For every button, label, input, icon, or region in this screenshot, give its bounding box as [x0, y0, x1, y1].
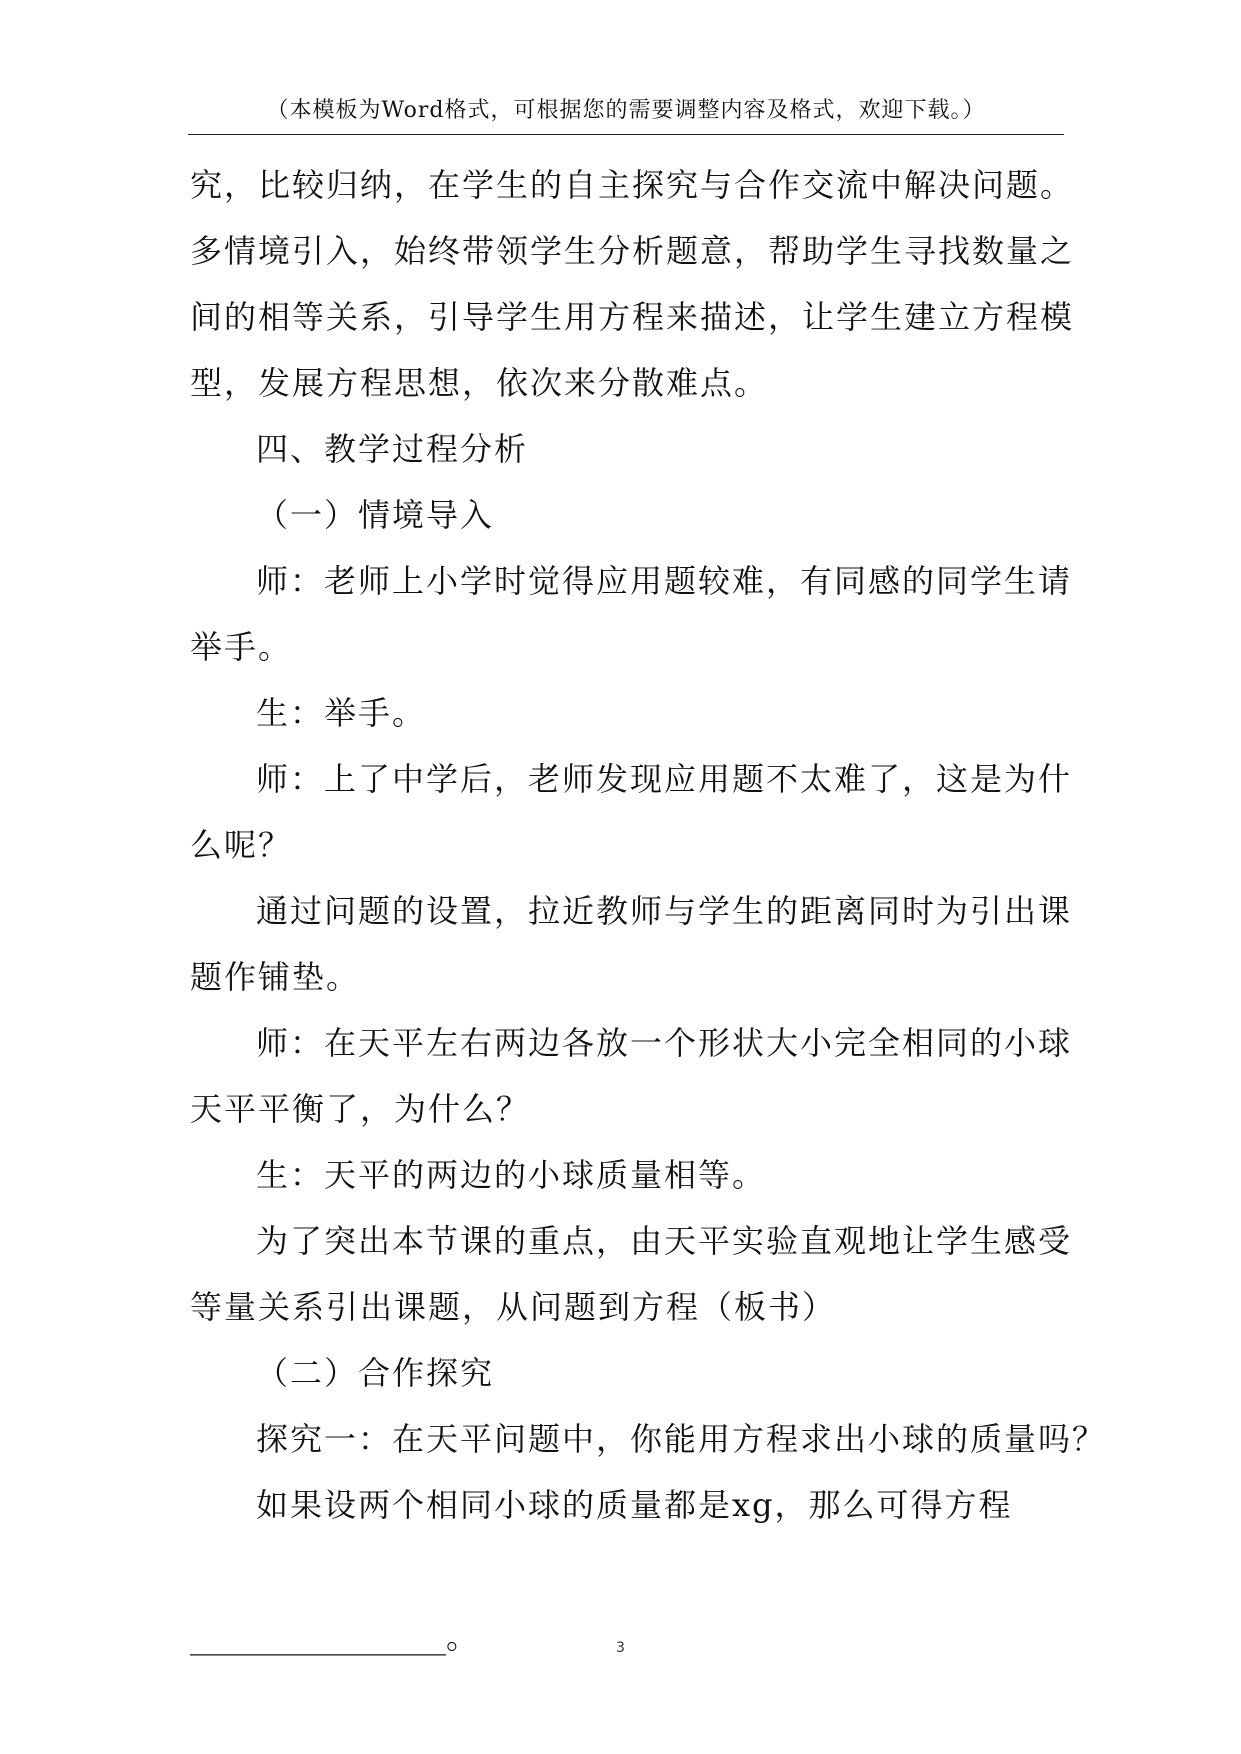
paragraph-line: 间的相等关系，引导学生用方程来描述，让学生建立方程模 [190, 298, 1075, 336]
paragraph-line: 生：天平的两边的小球质量相等。 [256, 1156, 767, 1194]
paragraph-line: 如果设两个相同小球的质量都是xg，那么可得方程 [256, 1486, 1013, 1524]
document-body [190, 152, 1107, 1670]
paragraph-line: 师：在天平左右两边各放一个形状大小完全相同的小球 [256, 1024, 1073, 1062]
section-heading: 四、教学过程分析 [256, 430, 529, 468]
paragraph-line: 多情境引入，始终带领学生分析题意，帮助学生寻找数量之 [190, 232, 1075, 270]
paragraph-line: 等量关系引出课题，从问题到方程（板书） [190, 1288, 837, 1326]
paragraph-line: 举手。 [190, 628, 293, 666]
paragraph-line: 么呢？ [190, 826, 293, 864]
paragraph-line: 师：上了中学后，老师发现应用题不太难了，这是为什 [256, 760, 1073, 798]
paragraph-line: 题作铺垫。 [190, 958, 361, 996]
blank-spacer [190, 1538, 1070, 1604]
paragraph-line: 天平平衡了，为什么？ [190, 1090, 531, 1128]
subsection-heading: （一）情境导入 [256, 496, 495, 534]
answer-blank-line: ________________。 [190, 1618, 479, 1656]
paragraph-line: 师：老师上小学时觉得应用题较难，有同感的同学生请 [256, 562, 1073, 600]
paragraph-line: 探究一：在天平问题中，你能用方程求出小球的质量吗？ [256, 1420, 1107, 1458]
page-number: 3 [616, 1640, 625, 1656]
header-divider [188, 134, 1064, 135]
paragraph-line: 为了突出本节课的重点，由天平实验直观地让学生感受 [256, 1222, 1073, 1260]
page-header: （本模板为Word格式，可根据您的需要调整内容及格式，欢迎下载。） [266, 98, 986, 123]
subsection-heading: （二）合作探究 [256, 1354, 495, 1392]
paragraph-line: 究，比较归纳，在学生的自主探究与合作交流中解决问题。 [190, 166, 1075, 204]
paragraph-line: 生：举手。 [256, 694, 427, 732]
paragraph-line: 通过问题的设置，拉近教师与学生的距离同时为引出课 [256, 892, 1073, 930]
paragraph-line: 型，发展方程思想，依次来分散难点。 [190, 364, 769, 402]
